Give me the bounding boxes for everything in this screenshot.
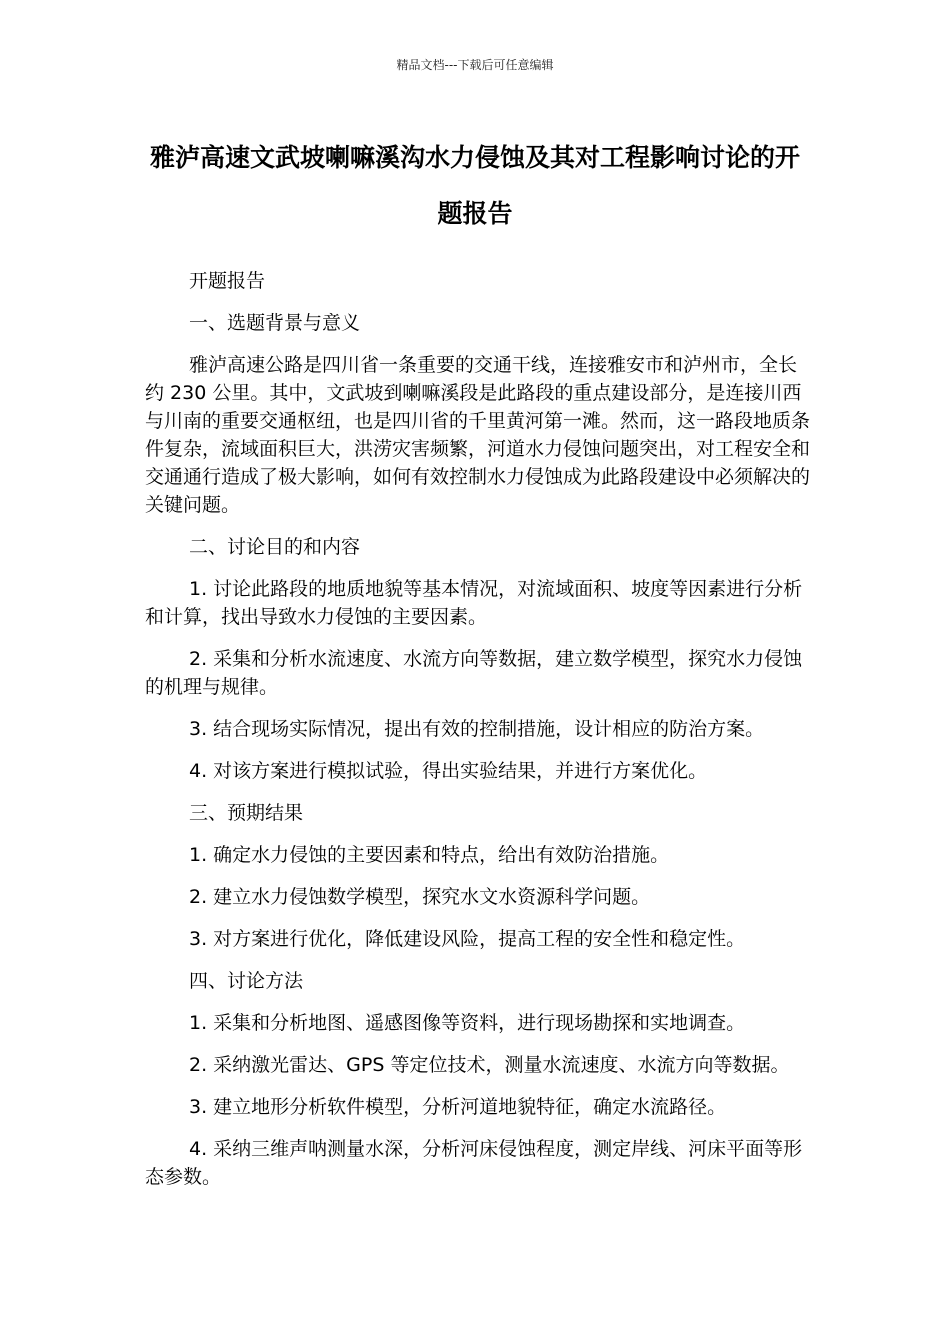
- list-item: 3. 结合现场实际情况，提出有效的控制措施，设计相应的防治方案。: [189, 718, 765, 740]
- list-item: 1. 采集和分析地图、遥感图像等资料，进行现场勘探和实地调查。: [189, 1012, 746, 1034]
- list-item: 2. 采集和分析水流速度、水流方向等数据，建立数学模型，探究水力侵蚀的机理与规律。: [145, 648, 803, 698]
- page-header: 精品文档---下载后可任意编辑: [396, 58, 554, 72]
- list-item: 3. 建立地形分析软件模型，分析河道地貌特征，确定水流路径。: [189, 1096, 727, 1118]
- list-item: 4. 对该方案进行模拟试验，得出实验结果，并进行方案优化。: [189, 760, 708, 782]
- list-item: 1. 确定水力侵蚀的主要因素和特点，给出有效防治措施。: [189, 844, 670, 866]
- list-item: 1. 讨论此路段的地质地貌等基本情况，对流域面积、坡度等因素进行分析和计算，找出导致水力侵蚀的主要因素。: [145, 578, 803, 628]
- section-heading: 二、讨论目的和内容: [189, 536, 361, 558]
- section-heading: 三、预期结果: [189, 802, 304, 824]
- section-heading: 一、选题背景与意义: [189, 312, 361, 334]
- document-title: 雅泸高速文武坡喇嘛溪沟水力侵蚀及其对工程影响讨论的开题报告: [149, 143, 800, 228]
- section-label: 开题报告: [189, 270, 266, 292]
- list-item: 2. 建立水力侵蚀数学模型，探究水文水资源科学问题。: [189, 886, 651, 908]
- list-item: 2. 采纳激光雷达、GPS 等定位技术，测量水流速度、水流方向等数据。: [189, 1054, 790, 1076]
- list-item: 3. 对方案进行优化，降低建设风险，提高工程的安全性和稳定性。: [189, 928, 746, 950]
- document-body: [145, 267, 810, 1205]
- list-item: 4. 采纳三维声呐测量水深，分析河床侵蚀程度，测定岸线、河床平面等形态参数。: [145, 1138, 803, 1188]
- section-heading: 四、讨论方法: [189, 970, 304, 992]
- body-paragraph: 雅泸高速公路是四川省一条重要的交通干线，连接雅安市和泸州市，全长约 230 公里。其中，文武坡到喇嘛溪段是此路段的重点建设部分，是连接川西与川南的重要交通枢纽，也是四川省的千里黄河第一滩。然而，这一路段地质条件复杂，流域面积巨大，洪涝灾害频繁，河道水力侵蚀问题突出，对工程安全和交通通行造成了极大影响，如何有效控制水力侵蚀成为此路段建设中必须解决的关键问题。: [145, 354, 811, 516]
